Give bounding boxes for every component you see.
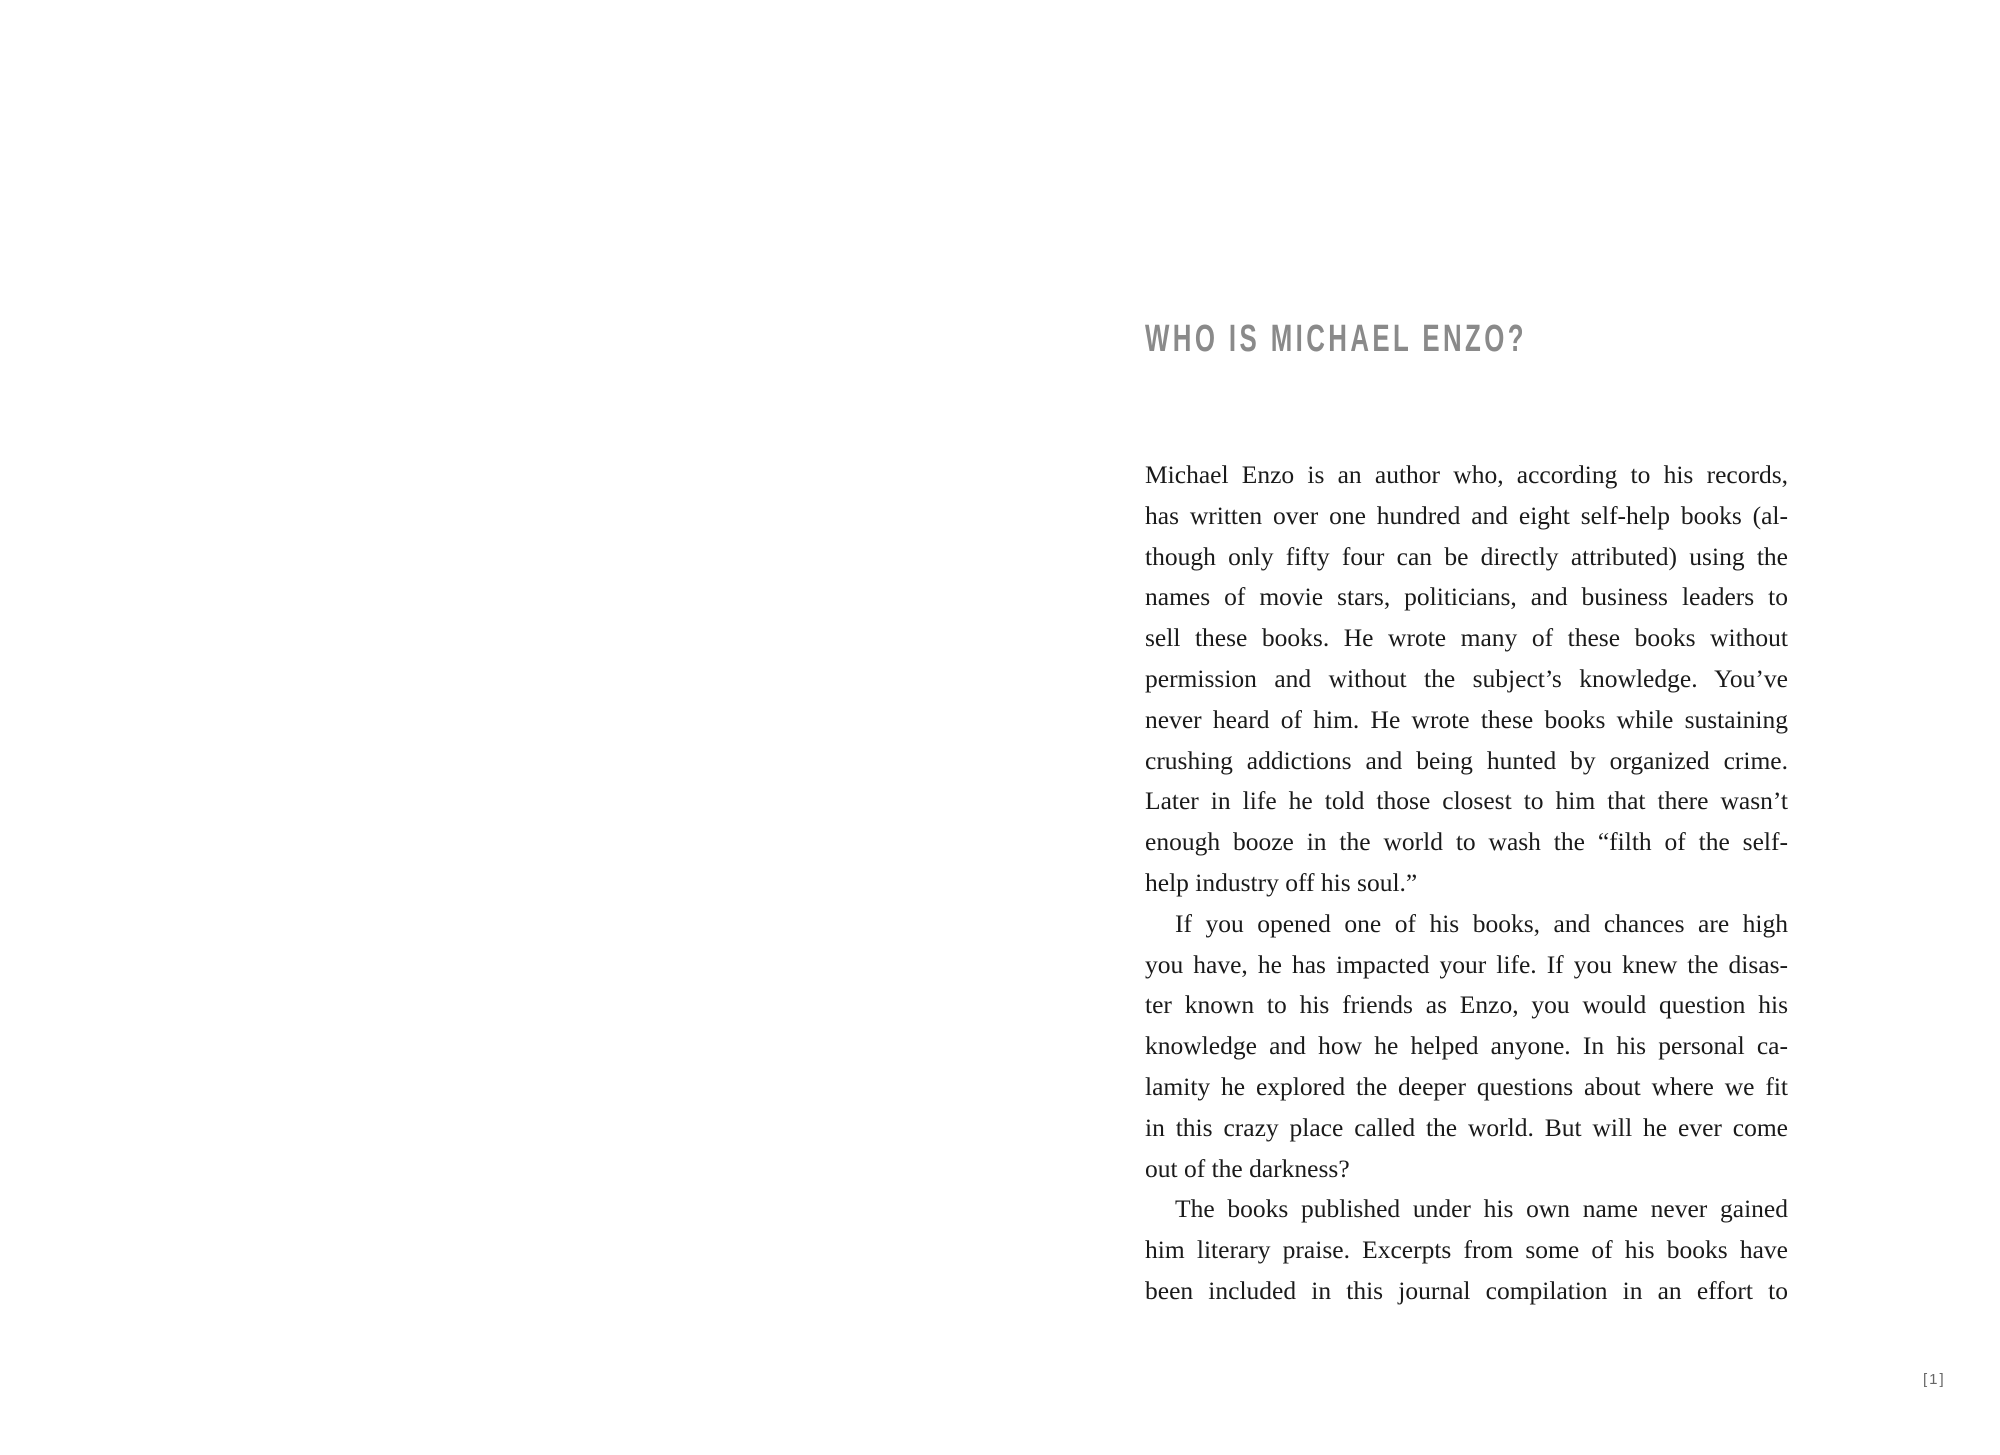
text-line: in this crazy place called the world. But will he ever come (1145, 1112, 1788, 1142)
text-line: sell these books. He wrote many of these books without (1145, 623, 1788, 653)
right-page (1000, 0, 2000, 1455)
text-line: knowledge and how he helped anyone. In his personal ca- (1145, 1031, 1788, 1061)
text-line: has written over one hundred and eight self-help books (al- (1145, 500, 1788, 530)
text-line: lamity he explored the deeper questions about where we fit (1145, 1071, 1788, 1101)
text-line: enough booze in the world to wash the “filth of the self- (1145, 827, 1788, 857)
text-line: Later in life he told those closest to him that there wasn’t (1145, 786, 1788, 816)
page-number: [1] (1923, 1371, 1946, 1388)
text-line: never heard of him. He wrote these books while sustaining (1145, 704, 1788, 734)
chapter-title: WHO IS MICHAEL ENZO? (1145, 318, 1527, 360)
text-line: help industry off his soul.” (1145, 867, 1418, 897)
text-line: The books published under his own name never gained (1175, 1194, 1788, 1224)
text-line: If you opened one of his books, and chances are high (1175, 908, 1788, 938)
text-line: him literary praise. Excerpts from some of his books have (1145, 1235, 1788, 1265)
text-line: Michael Enzo is an author who, according to his records, (1145, 460, 1788, 489)
text-line: permission and without the subject’s knowledge. You’ve (1145, 663, 1788, 693)
text-line: been included in this journal compilation in an effort to (1145, 1275, 1788, 1305)
body-text (1145, 455, 1788, 1312)
text-line: crushing addictions and being hunted by organized crime. (1145, 745, 1788, 775)
text-line: out of the darkness? (1145, 1153, 1350, 1183)
text-line: though only fifty four can be directly attributed) using the (1145, 541, 1788, 571)
text-line: you have, he has impacted your life. If you knew the disas- (1145, 949, 1788, 979)
text-line: names of movie stars, politicians, and business leaders to (1145, 582, 1788, 612)
text-line: ter known to his friends as Enzo, you would question his (1145, 990, 1788, 1020)
